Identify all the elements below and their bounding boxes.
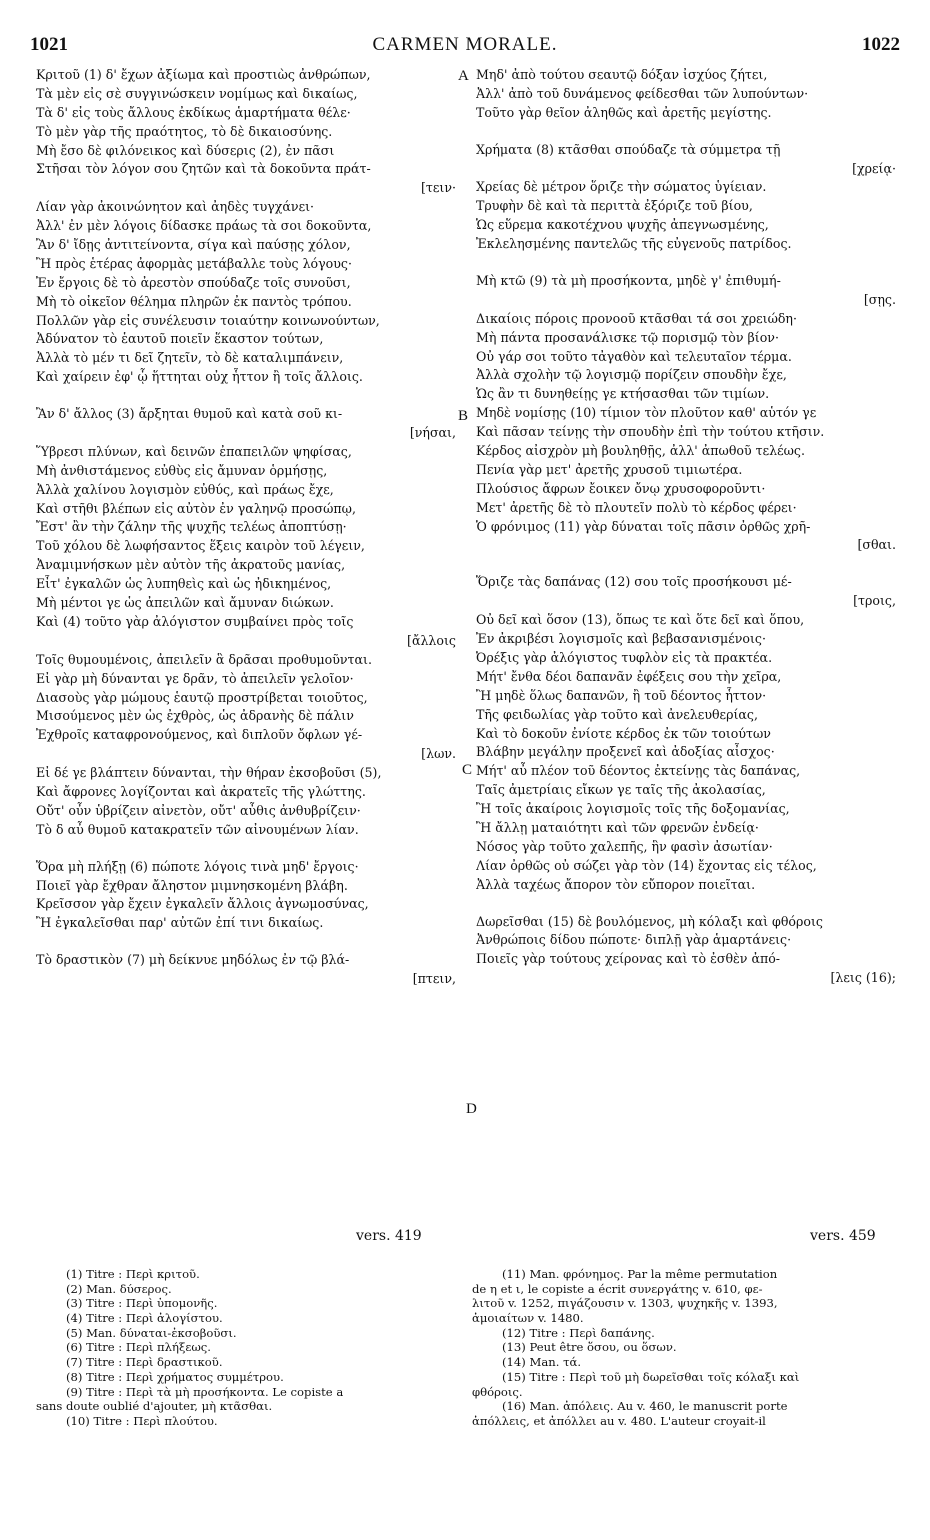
verse-line: Τὸ δ αὖ θυμοῦ κατακρατεῖν τῶν αἰνουμένων λίαν. [36, 821, 359, 837]
verse-line: Ἀλλ' ἐν μὲν λόγοις δίδασκε πράως τὰ σοι δοκοῦντα, [36, 218, 372, 234]
verse-line: Τρυφὴν δὲ καὶ τὰ περιττὰ ἐξόριζε τοῦ βίου, [476, 198, 753, 214]
footnote-line: (16) Man. ἀπόλεις. Au v. 460, le manuscrit porte [502, 1399, 788, 1414]
verse-line: Μὴ πάντα προσανάλισκε τῷ πορισμῷ τὸν βίον· [476, 329, 779, 345]
running-title: CARMEN MORALE. [372, 34, 558, 55]
verse-line: Λίαν γὰρ ἀκοινώνητον καὶ ἀηδὲς τυγχάνει· [36, 199, 315, 215]
verse-line: Ἐχθροῖς καταφρονούμενος, καὶ διπλοῦν ὄφλων γέ- [36, 727, 363, 743]
verse-line: Εἶτ' ἐγκαλῶν ὡς λυπηθεὶς καὶ ὡς ἠδικημένος, [36, 576, 332, 592]
verse-line: Τῆς φειδωλίας γὰρ τοῦτο καὶ ἀνελευθερίας, [476, 706, 758, 722]
verse-line: Κέρδος αἰσχρὸν μὴ βουληθῇς, ἀλλ' ἀπωθοῦ τελέως. [476, 443, 805, 459]
footnote-line: de η et ι, le copiste a écrit συνεργάτης v. 610, φε- [472, 1281, 763, 1296]
verse-line: [ἄλλοις [407, 632, 456, 648]
footnote-line: (5) Man. δύναται-ἐκσοβοῦσι. [66, 1325, 237, 1340]
verse-count-right: vers. 459 [810, 1228, 876, 1244]
verse-line: Πενία γὰρ μετ' ἀρετῆς χρυσοῦ τιμιωτέρα. [476, 461, 743, 477]
verse-line: Κριτοῦ (1) δ' ἔχων ἀξίωμα καὶ προστιὼς ἀνθρώπων, [36, 67, 371, 82]
verse-line: Ἀλλ' ἀπὸ τοῦ δυνάμενος φείδεσθαι τῶν λυπούντων· [476, 85, 809, 101]
verse-line: Ἀλλὰ χαλίνου λογισμὸν εὐθύς, καὶ πράως ἔχε, [36, 481, 334, 497]
footnote-line: (3) Titre : Περὶ ὑπομονῆς. [66, 1296, 218, 1311]
footnote-line: sans doute oublié d'ajouter, μὴ κτᾶσθαι. [36, 1399, 273, 1414]
verse-line: [πτειν, [412, 971, 456, 987]
verse-line: Ἐν ἔργοις δὲ τὸ ἀρεστὸν σπούδαζε τοῖς συνοῦσι, [36, 274, 351, 290]
verse-line: Ἀδύνατον τὸ ἑαυτοῦ ποιεῖν ἕκαστον τούτων, [36, 331, 324, 347]
verse-line: Ἀλλὰ σχολὴν τῷ λογισμῷ πορίζειν σπουδὴν ἔχε, [476, 367, 787, 383]
verse-line: Καὶ χαίρειν ἐφ' ᾧ ἥττηται οὐχ ἧττον ἢ τοῖς ἄλλοις. [36, 369, 363, 385]
verse-line: Ὡς εὕρεμα κακοτέχνου ψυχῆς ἀπεγνωσμένης, [476, 217, 769, 233]
stanza-break [476, 123, 896, 141]
verse-line: Τὰ μὲν εἰς σὲ συγγινώσκειν νομίμως καὶ δικαίως, [36, 85, 358, 101]
footnote-line: (7) Titre : Περὶ δραστικοῦ. [66, 1355, 223, 1370]
verse-line: Δικαίοις πόροις προνοοῦ κτᾶσθαι τά σοι χρειώδη· [476, 310, 797, 326]
verse-line: Δωρεῖσθαι (15) δὲ βουλόμενος, μὴ κόλαξι καὶ φθόροις [476, 913, 823, 929]
footnote-line: (8) Titre : Περὶ χρήματος συμμέτρου. [66, 1369, 284, 1384]
footnotes-right [472, 1267, 902, 1429]
verse-line: Ἂν δ' ἄλλος (3) ἄρξηται θυμοῦ καὶ κατὰ σοῦ κι- [36, 406, 343, 422]
footnote-line: (10) Titre : Περὶ πλούτου. [66, 1413, 218, 1428]
verse-line: Μὴ τὸ οἰκεῖον θέλημα πληρῶν ἐκ παντὸς τρόπου. [36, 293, 352, 309]
section-marker-b: B [458, 408, 469, 424]
verse-line: [σῃς. [863, 291, 896, 307]
verse-line: Ἀλλὰ τὸ μέν τι δεῖ ζητεῖν, τὸ δὲ καταλιμπάνειν, [36, 350, 344, 366]
verse-line: Ποιεῖς γὰρ τούτους χείρονας καὶ τὸ ἐσθὲν ἀπό- [476, 951, 781, 967]
verse-line: Κρεῖσσον γὰρ ἔχειν ἐγκαλεῖν ἄλλοις ἀγνωμοσύνας, [36, 896, 369, 912]
verse-line: Τοῦ χόλου δὲ λωφήσαντος ἕξεις καιρὸν τοῦ λέγειν, [36, 538, 365, 554]
verse-line: Ὁ φρόνιμος (11) γὰρ δύναται τοῖς πᾶσιν ὀρθῶς χρῆ- [476, 518, 811, 534]
verse-line: Ἔστ' ἂν τὴν ζάλην τῆς ψυχῆς τελέως ἀποπτύσῃ· [36, 519, 347, 535]
page-number-left: 1021 [30, 34, 68, 55]
verse-line: Ἀναμιμνήσκων μὲν αὐτὸν τῆς ἀκρατοῦς μανίας, [36, 557, 346, 573]
verse-line: Ὀρέξις γὰρ ἀλόγιστος τυφλὸν εἰς τὰ πρακτέα. [476, 649, 773, 665]
verse-line: Ἂν δ' ἴδῃς ἀντιτείνοντα, σίγα καὶ παύσῃς χόλον, [36, 237, 351, 253]
verse-line: Καὶ τὸ δοκοῦν ἐνίοτε κέρδος ἐκ τῶν τοιούτων [476, 725, 771, 741]
stanza-break [36, 840, 456, 858]
footnote-line: (6) Titre : Περὶ πλήξεως. [66, 1340, 211, 1355]
verse-line: [νήσαι, [409, 425, 456, 441]
verse-line: Ὡς ἂν τι δυνηθείῃς γε κτήσασθαι τῶν τιμίων. [476, 386, 770, 402]
footnote-line: (4) Titre : Περὶ ἀλογίστου. [66, 1311, 223, 1326]
verse-line: Ὅρα μὴ πλήξῃ (6) πώποτε λόγοις τινὰ μηδ' ἔργοις· [36, 858, 359, 874]
verse-line: [λεις (16); [830, 970, 896, 986]
verse-line: Μὴ μέντοι γε ὡς ἀπειλῶν καὶ ἄμυναν διώκων. [36, 595, 334, 611]
verse-line: Λίαν ὀρθῶς οὐ σώζει γὰρ τὸν (14) ἔχοντας εἰς τέλος, [476, 857, 817, 873]
verse-line: Χρήματα (8) κτᾶσθαι σπούδαζε τὰ σύμμετρα τῇ [476, 141, 781, 157]
verse-line: Μισούμενος μὲν ὡς ἐχθρὸς, ὡς ἀδρανὴς δὲ πάλιν [36, 708, 354, 724]
footnote-line: (14) Man. τά. [502, 1355, 582, 1370]
footnote-line: (2) Man. δύσερος. [66, 1281, 172, 1296]
stanza-break [36, 933, 456, 951]
verse-line: Μηδ' ἀπὸ τούτου σεαυτῷ δόξαν ἰσχύος ζήτει, [476, 67, 768, 82]
verse-line: Χρείας δὲ μέτρον ὅριζε τὴν σώματος ὑγίειαν. [476, 179, 767, 195]
verse-line: Ἢ πρὸς ἑτέρας ἀφορμὰς μετάβαλλε τοὺς λόγους· [36, 255, 352, 271]
verse-line: Μετ' ἀρετῆς δὲ τὸ πλουτεῖν πολὺ τὸ κέρδος φέρει· [476, 499, 797, 515]
section-marker-d: D [466, 1101, 477, 1117]
verse-line: Ἀλλὰ ταχέως ἄπορον τὸν εὔπορον ποιεῖται. [476, 876, 756, 892]
verse-line: Βλάβην μεγάλην προξενεῖ καὶ ἀδοξίας αἶσχος· [476, 744, 775, 760]
footnote-line: (15) Titre : Περὶ τοῦ μὴ δωρεῖσθαι τοῖς κόλαξι καὶ [502, 1369, 800, 1384]
footnote-line: (13) Peut être ὅσου, ou ὅσων. [502, 1340, 677, 1355]
verse-line: Ἢ ἄλλῃ ματαιότητι καὶ τῶν φρενῶν ἐνδείᾳ· [476, 819, 759, 835]
verse-line: Καὶ πᾶσαν τείνῃς τὴν σπουδὴν ἐπὶ τὴν τούτου κτῆσιν. [476, 424, 825, 440]
verse-line: Οὐ δεῖ καὶ ὅσον (13), ὅπως τε καὶ ὅτε δεῖ καὶ ὅπου, [476, 612, 805, 628]
verse-line: Τὸ μὲν γὰρ τῆς πραότητος, τὸ δὲ δικαιοσύνης. [36, 123, 333, 139]
footnote-line: (1) Titre : Περὶ κριτοῦ. [66, 1267, 200, 1281]
verse-line: Καὶ ἄφρονες λογίζονται καὶ ἀκρατεῖς τῆς γλώττης. [36, 783, 366, 799]
page-number-right: 1022 [862, 34, 900, 55]
verse-line: Μὴ ἀνθιστάμενος εὐθὺς εἰς ἄμυναν ὁρμήσῃς, [36, 462, 328, 478]
verse-line: Ἢ ἐγκαλεῖσθαι παρ' αὐτῶν ἐπί τινι δικαίως. [36, 915, 324, 931]
footnote-line: ἀμοιαίτων v. 1480. [472, 1311, 584, 1326]
footnote-line: λιτοῦ v. 1252, πιγάζουσιν v. 1303, ψυχηκῆς v. 1393, [472, 1296, 778, 1311]
verse-line: Μὴ ἔσο δὲ φιλόνεικος καὶ δύσερις (2), ἐν πᾶσι [36, 142, 335, 158]
left-text-column [36, 66, 456, 989]
verse-line: Διασοὺς γὰρ μώμους ἑαυτῷ προστρίβεται τοιοῦτος, [36, 689, 368, 705]
verse-line: [λων. [421, 746, 456, 762]
verse-line: Τοῦτο γὰρ θεῖον ἀληθῶς καὶ ἀρετῆς μεγίστης. [476, 104, 772, 120]
verse-line: Ἢ τοῖς ἀκαίροις λογισμοῖς τοῖς τῆς δοξομανίας, [476, 801, 790, 817]
verse-line: Οὐ γάρ σοι τοῦτο τἀγαθὸν καὶ τελευταῖον τέρμα. [476, 348, 792, 364]
page-header [30, 34, 900, 58]
verse-line: Εἰ γὰρ μὴ δύνανται γε δρᾶν, τὸ ἀπειλεῖν γελοῖον· [36, 670, 354, 686]
verse-line: Ἐκλελησμένης παντελῶς τῆς εὐγενοῦς πατρίδος. [476, 236, 792, 252]
footnote-line: (9) Titre : Περὶ τὰ μὴ προσήκοντα. Le copiste a [66, 1384, 344, 1399]
verse-line: Εἰ δέ γε βλάπτειν δύνανται, τὴν θήραν ἐκσοβοῦσι (5), [36, 765, 382, 781]
footnote-line: ἀπόλλεις, et ἀπόλλει au v. 480. L'auteur croyait-il [472, 1413, 766, 1428]
verse-line: [χρείᾳ· [852, 160, 896, 176]
verse-line: Μήτ' αὖ πλέον τοῦ δέοντος ἐκτείνῃς τὰς δαπάνας, [476, 763, 801, 779]
verse-line: Ποιεῖ γὰρ ἔχθραν ἄληστον μιμνησκομένη βλάβη. [36, 877, 348, 893]
verse-line: Μήτ' ἔνθα δέοι δαπανᾶν ἐφέξεις σου τὴν χεῖρα, [476, 668, 782, 684]
verse-count-left: vers. 419 [356, 1228, 422, 1244]
verse-line: Οὔτ' οὖν ὑβρίζειν αἰνετὸν, οὔτ' αὖθις ἀνθυβρίζειν· [36, 802, 361, 818]
footnote-line: φθόροις. [472, 1384, 523, 1399]
stanza-break [476, 895, 896, 913]
verse-line: Ἀνθρώποις δίδου πώποτε· διπλῇ γὰρ ἁμαρτάνεις· [476, 932, 792, 948]
footnote-line: (12) Titre : Περὶ δαπάνης. [502, 1325, 655, 1340]
verse-line: Ὕβρεσι πλύνων, καὶ δεινῶν ἐπαπειλῶν ψηφίσας, [36, 443, 352, 459]
verse-line: [τειν· [420, 180, 456, 196]
verse-line: Καὶ (4) τοῦτο γὰρ ἀλόγιστον συμβαίνει πρὸς τοῖς [36, 613, 354, 629]
verse-line: Ἐν ἀκριβέσι λογισμοῖς καὶ βεβασανισμένοις· [476, 631, 766, 647]
verse-line: Στῆσαι τὸν λόγον σου ζητῶν καὶ τὰ δοκοῦντα πράτ- [36, 161, 371, 177]
verse-line: Πολλῶν γὰρ εἰς συνέλευσιν τοιαύτην κοινωνούντων, [36, 312, 380, 328]
right-text-column [476, 66, 896, 988]
verse-line: Ὅριζε τὰς δαπάνας (12) σου τοῖς προσήκουσι μέ- [476, 574, 792, 590]
verse-line: Νόσος γὰρ τοῦτο χαλεπῆς, ἣν φασὶν ἀσωτίαν· [476, 838, 773, 854]
verse-line: Τὸ δραστικὸν (7) μὴ δείκνυε μηδόλως ἐν τῷ βλά- [36, 952, 350, 968]
stanza-break [476, 254, 896, 272]
section-marker-a: A [458, 68, 469, 84]
stanza-break [36, 387, 456, 405]
verse-line: Τοῖς θυμουμένοις, ἀπειλεῖν ἃ δρᾶσαι προθυμοῦνται. [36, 651, 372, 667]
verse-line: Ταῖς ἀμετρίαις εἴκων γε ταῖς τῆς ἀκολασίας, [476, 782, 766, 798]
verse-line: Μηδὲ νομίσῃς (10) τίμιον τὸν πλοῦτον καθ' αὑτόν γε [476, 405, 817, 421]
verse-line: Πλούσιος ἄφρων ἔοικεν ὄνῳ χρυσοφοροῦντι· [476, 480, 766, 496]
verse-line: Μὴ κτῶ (9) τὰ μὴ προσήκοντα, μηδὲ γ' ἐπιθυμή- [476, 273, 781, 289]
verse-line: Τὰ δ' εἰς τοὺς ἄλλους ἐκδίκως ἁμαρτήματα θέλε· [36, 104, 351, 120]
verse-line: Καὶ στῆθι βλέπων εἰς αὐτὸν ἐν γαληνῷ προσώπῳ, [36, 500, 356, 516]
verse-line: [τροις, [853, 593, 896, 609]
footnote-line: (11) Man. φρόνημος. Par la même permutation [502, 1267, 778, 1281]
verse-line: Ἢ μηδὲ ὅλως δαπανῶν, ἢ τοῦ δέοντος ἧττον· [476, 687, 767, 703]
section-marker-c: C [462, 762, 473, 778]
stanza-break [476, 555, 896, 573]
footnotes-left [36, 1267, 466, 1429]
verse-line: [σθαι. [857, 537, 896, 553]
